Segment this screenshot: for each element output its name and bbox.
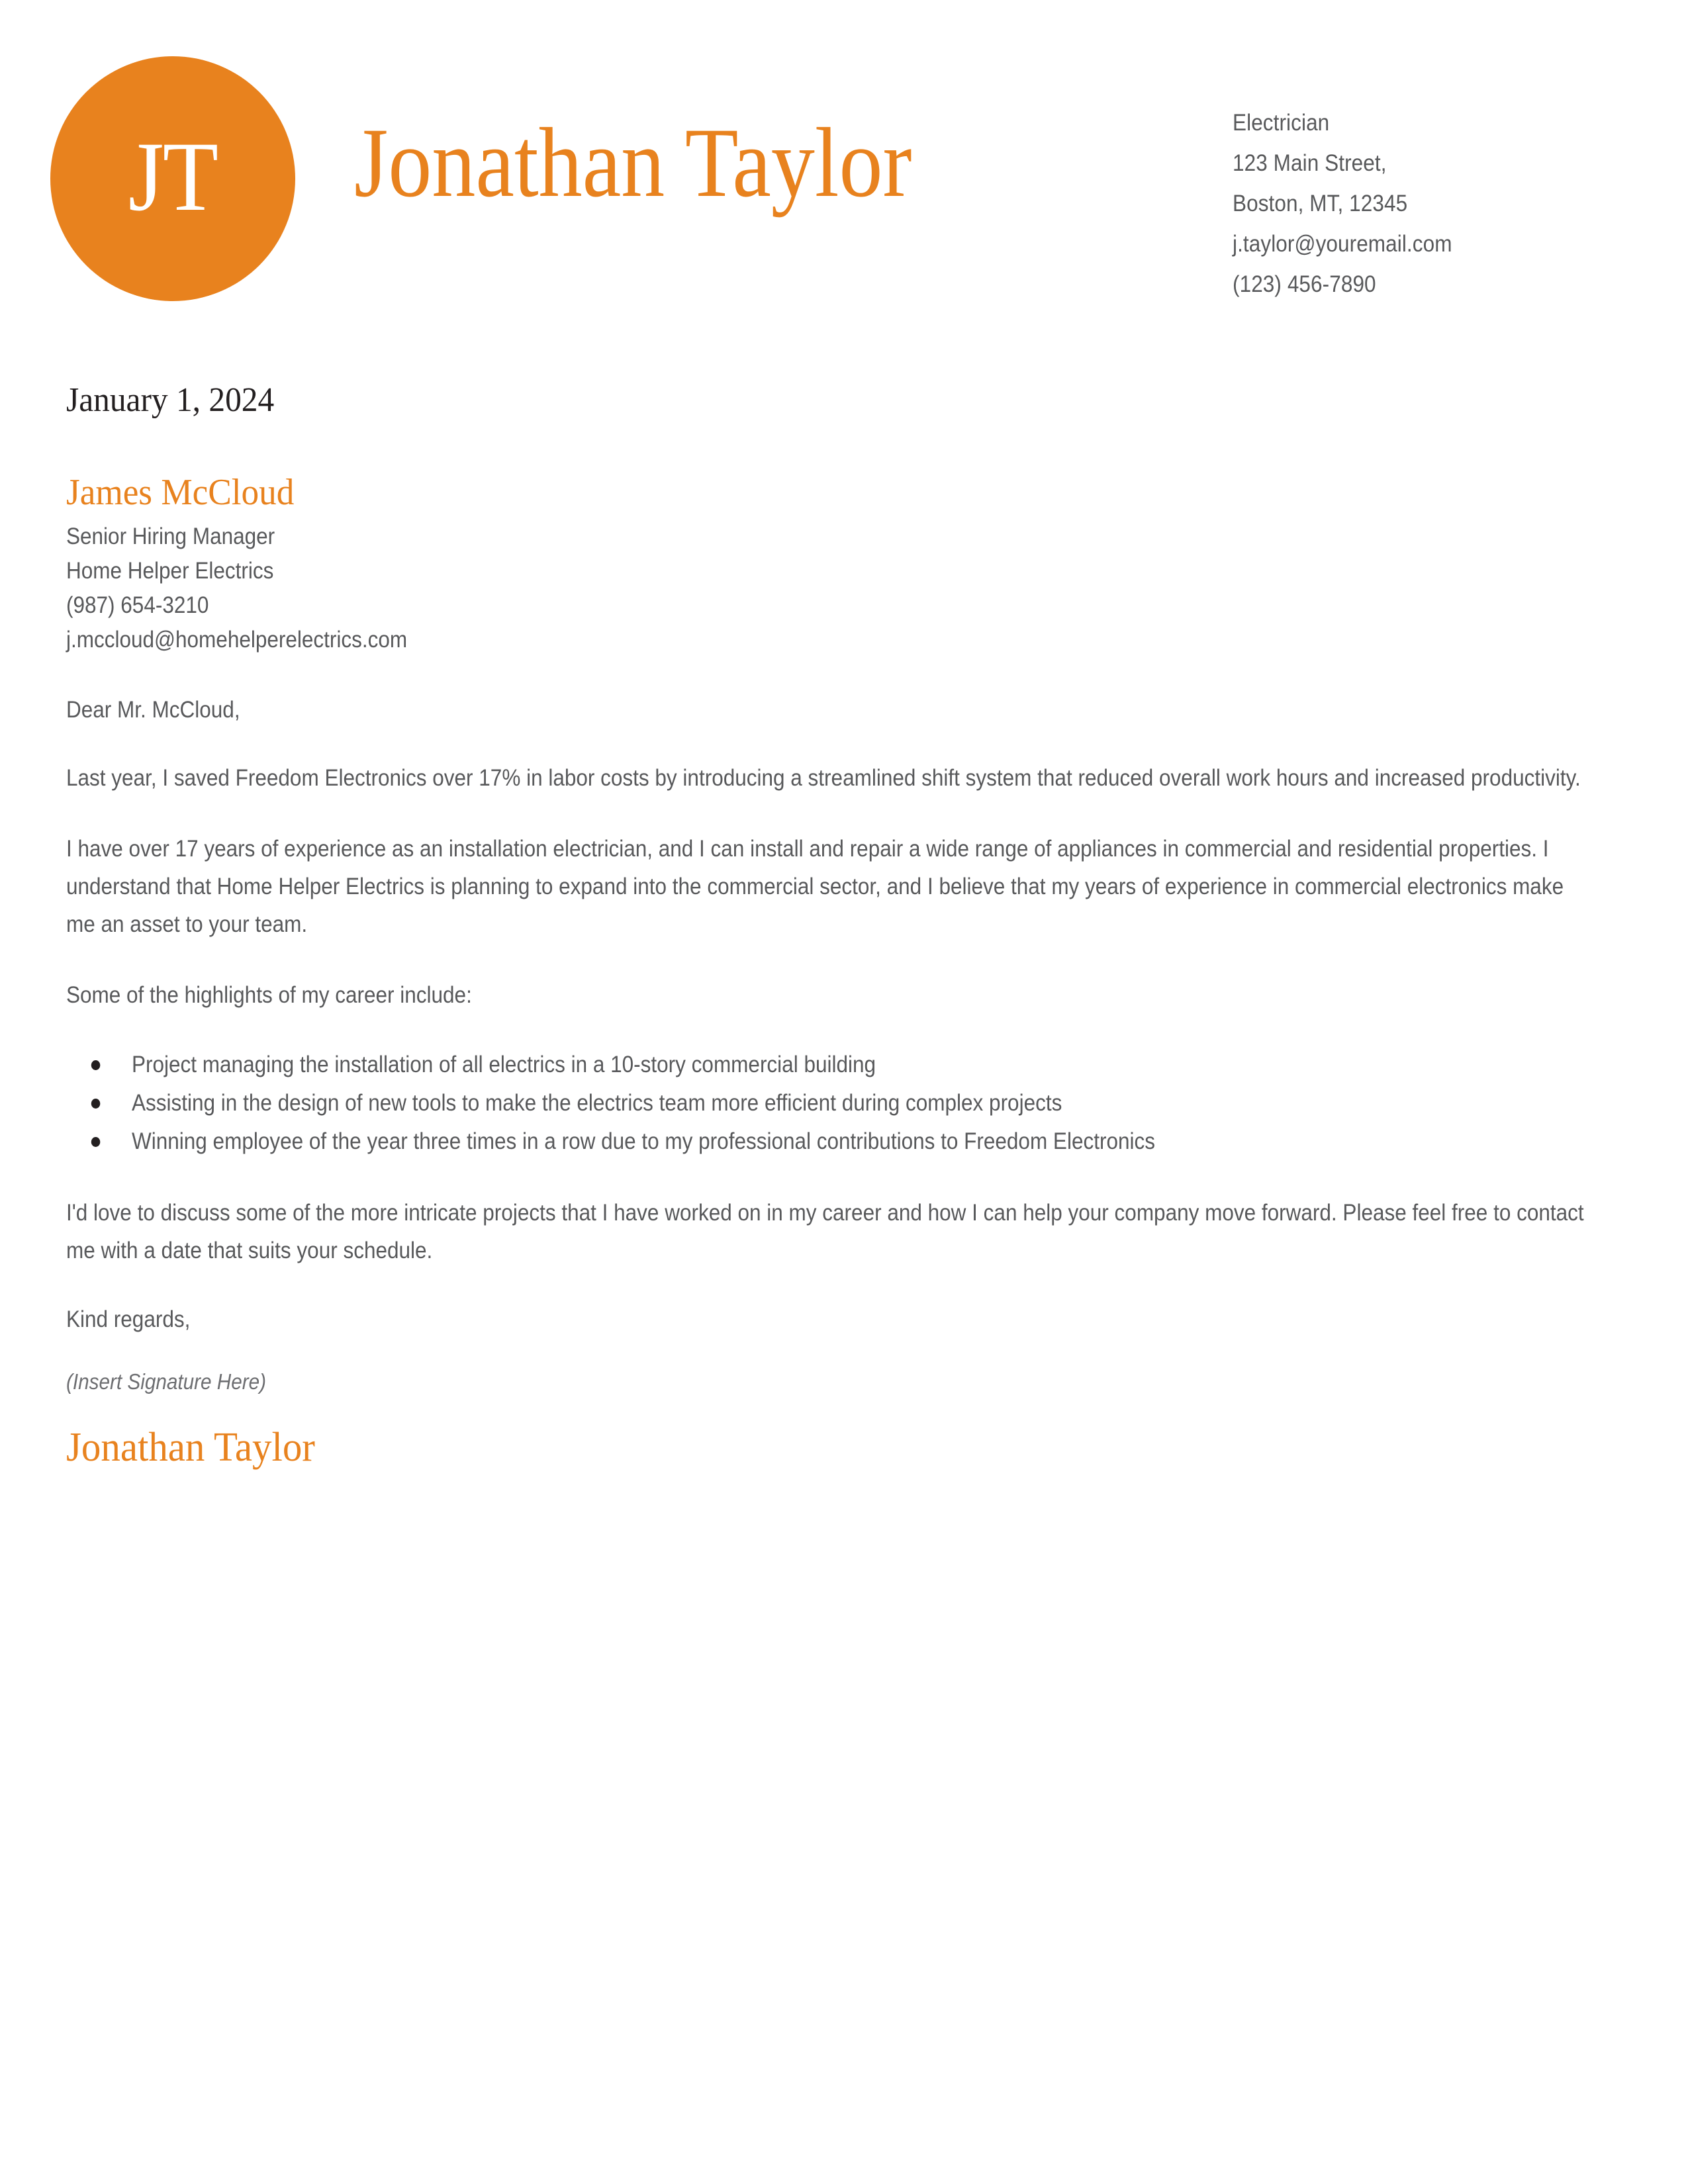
bullet-dot-icon	[91, 1099, 101, 1109]
sender-contact-block	[1233, 103, 1643, 304]
recipient-name: James McCloud	[66, 472, 295, 513]
recipient-title: Senior Hiring Manager	[66, 523, 275, 549]
bullet-dot-icon	[91, 1060, 101, 1070]
sender-city-state: Boston, MT, 12345	[1233, 191, 1408, 216]
recipient-phone: (987) 654-3210	[66, 592, 209, 618]
sign-off: Kind regards,	[66, 1306, 191, 1332]
letter-header	[0, 0, 1688, 311]
sender-street: 123 Main Street,	[1233, 150, 1387, 176]
bullet-dot-icon	[91, 1137, 101, 1147]
list-item-label: Winning employee of the year three times in a row due to my professional contributions to Freedom Electronics	[132, 1128, 1156, 1154]
letter-date: January 1, 2024	[66, 381, 275, 419]
highlights-list	[66, 1046, 1602, 1161]
salutation: Dear Mr. McCloud,	[66, 697, 240, 723]
monogram-initials: JT	[128, 122, 218, 232]
body-paragraph-1: Last year, I saved Freedom Electronics over 17% in labor costs by introducing a streamlined shift system that reduced overall work hours and increased productivity.	[66, 765, 1581, 791]
sender-email: j.taylor@youremail.com	[1233, 231, 1452, 257]
list-item	[66, 1046, 1654, 1084]
list-item	[66, 1122, 1654, 1161]
list-item-label: Project managing the installation of all electrics in a 10-story commercial building	[132, 1052, 876, 1077]
signature-name: Jonathan Taylor	[66, 1425, 315, 1470]
recipient-company: Home Helper Electrics	[66, 558, 274, 584]
highlights-intro: Some of the highlights of my career include:	[66, 982, 472, 1008]
page-title: Jonathan Taylor	[354, 108, 912, 218]
recipient-email: j.mccloud@homehelperelectrics.com	[66, 627, 408, 653]
letter-body	[66, 381, 1602, 1471]
body-paragraph-2: I have over 17 years of experience as an installation electrician, and I can install and repair a wide range of appliances in commercial and residential properties. I understand that Home Helper Electrics is planning to expand into the commercial sector, and I believe that my years of experience in commercial electronics make me an asset to your team.	[66, 836, 1564, 937]
sender-phone: (123) 456-7890	[1233, 271, 1376, 297]
list-item	[66, 1084, 1654, 1122]
recipient-block	[66, 472, 1602, 657]
closing-paragraph: I'd love to discuss some of the more intricate projects that I have worked on in my career and how I can help your company move forward. Please feel free to contact me with a date that suits your schedule.	[66, 1200, 1584, 1263]
sender-job-title: Electrician	[1233, 110, 1330, 136]
monogram-logo	[50, 56, 295, 301]
list-item-label: Assisting in the design of new tools to make the electrics team more efficient during complex projects	[132, 1090, 1062, 1116]
signature-placeholder: (Insert Signature Here)	[66, 1369, 267, 1394]
